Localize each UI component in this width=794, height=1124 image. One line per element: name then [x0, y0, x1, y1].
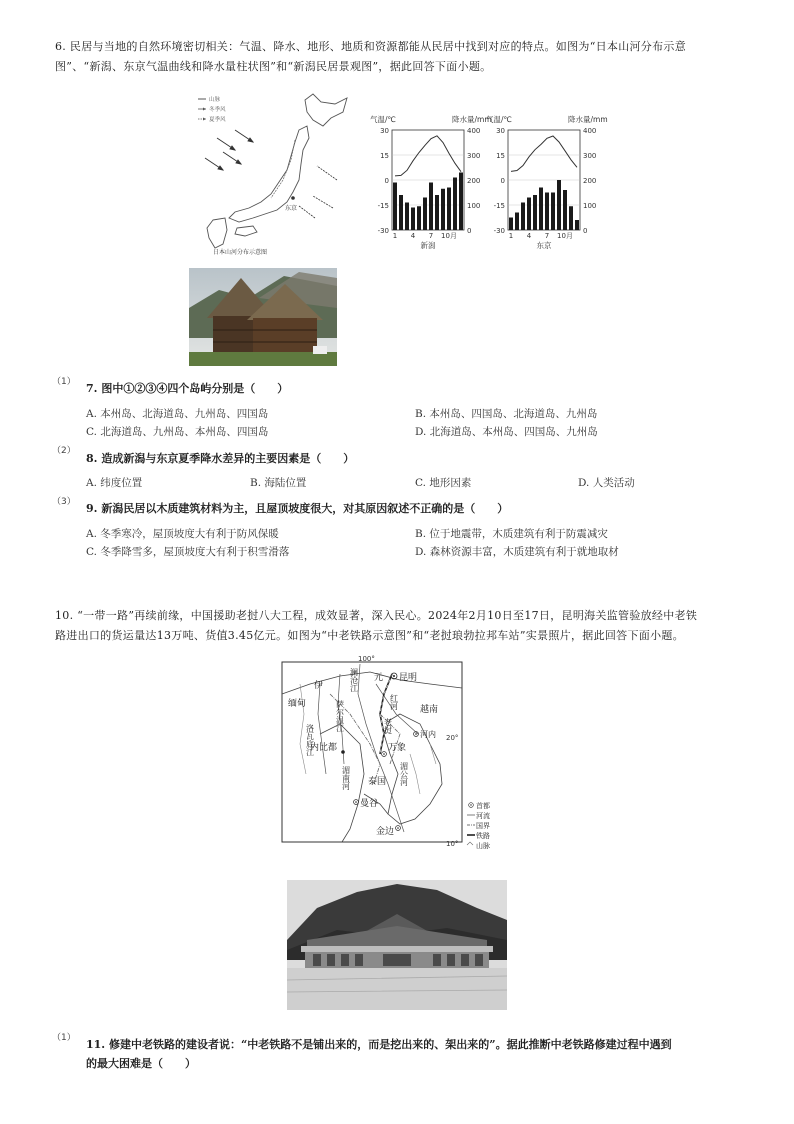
legend-river: 河流 — [476, 812, 490, 820]
precip-bar-tokyo — [545, 193, 549, 231]
month-tick-niigata: 4 — [410, 232, 416, 240]
lon-100: 100° — [358, 655, 375, 663]
legend-winter-wind: 冬季风 — [209, 107, 226, 113]
q8-option-c[interactable]: C. 地形因素 — [415, 477, 472, 489]
precip-bar-tokyo — [533, 195, 537, 230]
precip-bar-tokyo — [569, 206, 573, 230]
month-tick-tokyo: 1 — [508, 232, 514, 240]
temp-tick-tokyo: -30 — [493, 227, 505, 235]
legend-capital: 首都 — [476, 802, 490, 810]
precip-tick-tokyo: 200 — [583, 177, 597, 185]
temp-tick-tokyo: 30 — [496, 127, 505, 135]
legend-border: 国界 — [476, 822, 490, 830]
q9-option-d[interactable]: D. 森林资源丰富，木质建筑有利于就地取材 — [415, 546, 619, 558]
q9-option-b[interactable]: B. 位于地震带，木质建筑有利于防震减灾 — [415, 528, 608, 540]
q6-intro-line1: 6. 民居与当地的自然环境密切相关：气温、降水、地形、地质和资源都能从民居中找到对应的特点。如图为“日本山河分布示意 — [55, 40, 687, 53]
month-tick-niigata: 10月 — [441, 232, 457, 240]
q7-option-c[interactable]: C. 北海道岛、九州岛、本州岛、四国岛 — [86, 426, 269, 438]
temp-tick-niigata: 15 — [380, 152, 389, 160]
precip-bar-niigata — [435, 195, 439, 230]
q7-stem: 7. 图中①②③④四个岛屿分别是（ ） — [86, 382, 289, 395]
precip-bar-tokyo — [575, 220, 579, 230]
precip-bar-tokyo — [551, 193, 555, 231]
label-lancang: 澜沧江 — [349, 668, 359, 692]
q8-option-b[interactable]: B. 海陆位置 — [250, 477, 307, 489]
label-salween: 萨尔温江 — [335, 700, 345, 732]
axis-title-precip-niigata: 降水量/mm — [452, 115, 492, 124]
japan-river-map — [195, 90, 355, 260]
map-city-tokyo: 东京 — [285, 205, 298, 212]
q11-stem-line1: 11. 修建中老铁路的建设者说：“中老铁路不是铺出来的，而是挖出来的、架出来的”。据此推断中老铁路修建过程中遇到 — [86, 1038, 672, 1051]
temp-tick-niigata: 0 — [384, 177, 389, 185]
luang-prabang-station-photo — [287, 880, 507, 1010]
q10-intro-line1: 10. “一带一路”再续前缘，中国援助老挝八大工程，成效显著，深入民心。2024年2月10日至17日，昆明海关监管验放经中老铁 — [55, 609, 698, 622]
lat-20: 20° — [446, 734, 459, 742]
q7-option-b[interactable]: B. 本州岛、四国岛、北海道岛、九州岛 — [415, 408, 598, 420]
precip-bar-niigata — [453, 178, 457, 231]
label-thailand: 泰国 — [368, 777, 387, 787]
month-tick-tokyo: 7 — [544, 232, 550, 240]
label-kunming: 昆明 — [399, 673, 418, 683]
temp-tick-tokyo: 15 — [496, 152, 505, 160]
precip-bar-niigata — [405, 203, 409, 231]
precip-bar-niigata — [441, 189, 445, 230]
precip-bar-tokyo — [521, 203, 525, 231]
precip-tick-niigata: 100 — [467, 202, 481, 210]
label-laos: 老挝 — [383, 718, 393, 734]
month-tick-niigata: 7 — [428, 232, 434, 240]
q7-option-a[interactable]: A. 本州岛、北海道岛、九州岛、四国岛 — [86, 408, 269, 420]
temp-line-niigata — [395, 136, 461, 176]
temp-tick-niigata: -30 — [377, 227, 389, 235]
precip-bar-tokyo — [557, 180, 561, 230]
q11-marker: （1） — [52, 1033, 76, 1043]
precip-tick-niigata: 400 — [467, 127, 481, 135]
precip-bar-tokyo — [539, 188, 543, 231]
precip-bar-niigata — [423, 198, 427, 231]
precip-bar-tokyo — [515, 213, 519, 231]
q6-intro-line2: 图”、“新潟、东京气温曲线和降水量柱状图”和“新潟民居景观图”，据此回答下面小题。 — [55, 60, 492, 73]
q9-option-a[interactable]: A. 冬季寒冷，屋顶坡度大有利于防风保暖 — [86, 528, 279, 540]
label-vietnam: 越南 — [420, 705, 439, 715]
q10-intro-line2: 路进出口的货运量达13万吨、货值3.45亿元。如图为“中老铁路示意图”和“老挝琅勃拉邦车站”实景照片，据此回答下面小题。 — [55, 629, 684, 642]
precip-bar-niigata — [417, 206, 421, 230]
label-red-river: 红河 — [389, 694, 399, 710]
precip-tick-niigata: 0 — [467, 227, 472, 235]
label-mekong: 湄公河 — [399, 762, 409, 786]
precip-bar-niigata — [447, 188, 451, 231]
precip-bar-niigata — [399, 195, 403, 230]
label-bangkok: 曼谷 — [360, 799, 379, 809]
label-vientiane: 万象 — [388, 743, 407, 753]
q8-option-a[interactable]: A. 纬度位置 — [86, 477, 143, 489]
q11-stem-line2: 的最大困难是（ ） — [86, 1057, 196, 1070]
precip-tick-tokyo: 400 — [583, 127, 597, 135]
precip-tick-tokyo: 0 — [583, 227, 588, 235]
q7-marker: （1） — [52, 377, 76, 387]
precip-bar-tokyo — [527, 198, 531, 231]
month-tick-tokyo: 10月 — [557, 232, 573, 240]
month-tick-niigata: 1 — [392, 232, 398, 240]
lat-10: 10° — [446, 840, 459, 848]
precip-bar-niigata — [393, 183, 397, 231]
axis-title-temp-niigata: 气温/℃ — [370, 115, 396, 124]
precip-bar-niigata — [459, 173, 463, 231]
q8-stem: 8. 造成新潟与东京夏季降水差异的主要因素是（ ） — [86, 452, 355, 465]
q9-stem: 9. 新潟民居以木质建筑材料为主，且屋顶坡度很大，对其原因叙述不正确的是（ ） — [86, 502, 509, 515]
label-naypyidaw: 内比都 — [310, 743, 338, 753]
legend-mountain: 山脉 — [476, 842, 490, 850]
precip-bar-niigata — [411, 208, 415, 231]
q8-option-d[interactable]: D. 人类活动 — [578, 477, 635, 489]
label-myanmar: 缅甸 — [288, 699, 307, 709]
label-yuan: 元 — [374, 673, 384, 683]
precip-tick-tokyo: 100 — [583, 202, 597, 210]
map-caption: 日本山河分布示意图 — [213, 249, 268, 256]
label-hanoi: 河内 — [420, 730, 436, 739]
legend-summer-wind: 夏季风 — [209, 117, 226, 123]
q9-marker: （3） — [52, 497, 76, 507]
label-menam: 湄南河 — [341, 766, 351, 790]
chart-title-niigata: 新潟 — [420, 241, 436, 250]
legend-mountain: 山脉 — [209, 97, 221, 103]
temp-tick-niigata: -15 — [377, 202, 389, 210]
month-tick-tokyo: 4 — [526, 232, 532, 240]
precip-tick-niigata: 200 — [467, 177, 481, 185]
label-phnompenh: 金边 — [376, 827, 395, 837]
precip-tick-tokyo: 300 — [583, 152, 597, 160]
climate-charts — [368, 112, 608, 254]
precip-tick-niigata: 300 — [467, 152, 481, 160]
temp-tick-niigata: 30 — [380, 127, 389, 135]
temp-tick-tokyo: -15 — [493, 202, 505, 210]
temp-tick-tokyo: 0 — [500, 177, 505, 185]
q8-marker: （2） — [52, 446, 76, 456]
label-yi: 伊 — [314, 681, 324, 691]
axis-title-precip-tokyo: 降水量/mm — [568, 115, 608, 124]
q9-option-c[interactable]: C. 冬季降雪多，屋顶坡度大有利于积雪滑落 — [86, 546, 290, 558]
label-irrawaddy: 洛瓦底江 — [305, 724, 315, 756]
chart-title-tokyo: 东京 — [536, 241, 552, 250]
precip-bar-tokyo — [563, 190, 567, 230]
axis-title-temp-tokyo: 气温/℃ — [486, 115, 512, 124]
precip-bar-tokyo — [509, 218, 513, 231]
legend-railway: 铁路 — [476, 832, 490, 840]
niigata-house-photo — [189, 268, 337, 366]
china-laos-railway-map — [280, 654, 520, 866]
temp-line-tokyo — [511, 136, 577, 171]
precip-bar-niigata — [429, 183, 433, 231]
q7-option-d[interactable]: D. 北海道岛、本州岛、四国岛、九州岛 — [415, 426, 598, 438]
